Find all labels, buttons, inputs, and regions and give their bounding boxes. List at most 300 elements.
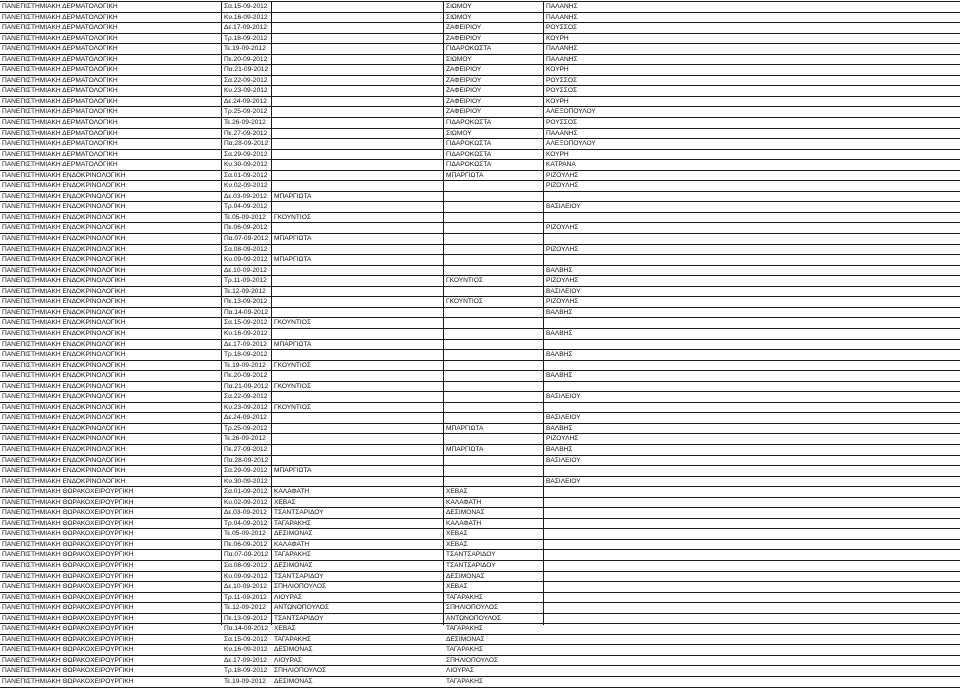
doctor-c-cell bbox=[544, 645, 644, 655]
clinic-cell: ΠΑΝΕΠΙΣΤΗΜΙΑΚΗ ΕΝΔΟΚΡΙΝΟΛΟΓΙΚΗ bbox=[2, 287, 126, 295]
table-row bbox=[0, 23, 960, 34]
doctor-c-cell bbox=[544, 624, 644, 634]
clinic-cell: ΠΑΝΕΠΙΣΤΗΜΙΑΚΗ ΘΩΡΑΚΟΧΕΙΡΟΥΡΓΙΚΗ bbox=[2, 488, 134, 496]
doctor-a-cell bbox=[272, 413, 444, 423]
doctor-a-cell bbox=[272, 276, 444, 286]
doctor-a-cell bbox=[272, 44, 444, 54]
doctor-c-cell bbox=[544, 572, 644, 582]
doctor-a-cell bbox=[272, 171, 444, 181]
table-row bbox=[0, 55, 960, 66]
doctor-a-cell bbox=[272, 287, 444, 297]
doctor-a-cell: ΤΣΑΝΤΣΑΡΙΔΟΥ bbox=[274, 572, 324, 580]
table-row bbox=[0, 572, 960, 583]
date-cell: Δε.17-09-2012 bbox=[224, 340, 267, 348]
doctor-b-cell: ΣΙΩΜΟΥ bbox=[446, 129, 472, 137]
doctor-a-cell: ΜΠΑΡΓΙΩΤΑ bbox=[274, 235, 312, 243]
date-cell: Κυ.09-09-2012 bbox=[224, 256, 268, 264]
clinic-cell: ΠΑΝΕΠΙΣΤΗΜΙΑΚΗ ΕΝΔΟΚΡΙΝΟΛΟΓΙΚΗ bbox=[2, 414, 126, 422]
doctor-b-cell: ΚΑΛΑΦΑΤΗ bbox=[446, 519, 482, 527]
doctor-b-cell bbox=[444, 456, 544, 466]
table-row bbox=[0, 540, 960, 551]
doctor-a-cell: ΑΝΤΩΝΟΠΟΥΛΟΣ bbox=[274, 604, 329, 612]
date-cell: Κυ.23-09-2012 bbox=[224, 87, 268, 95]
table-row bbox=[0, 424, 960, 435]
date-cell: Σα.15-09-2012 bbox=[224, 635, 268, 643]
doctor-c-cell: ΡΙΖΟΥΛΗΣ bbox=[546, 171, 579, 179]
table-row bbox=[0, 266, 960, 277]
doctor-a-cell bbox=[272, 2, 444, 12]
clinic-cell: ΠΑΝΕΠΙΣΤΗΜΙΑΚΗ ΕΝΔΟΚΡΙΝΟΛΟΓΙΚΗ bbox=[2, 329, 126, 337]
doctor-b-cell: ΔΕΣΙΜΟΝΑΣ bbox=[446, 509, 485, 517]
date-cell: Πε.20-09-2012 bbox=[224, 372, 268, 380]
date-cell: Κυ.09-09-2012 bbox=[224, 572, 268, 580]
doctor-a-cell: ΤΑΓΑΡΑΚΗΣ bbox=[274, 635, 311, 643]
doctor-c-cell bbox=[544, 603, 644, 613]
clinic-cell: ΠΑΝΕΠΙΣΤΗΜΙΑΚΗ ΕΝΔΟΚΡΙΝΟΛΟΓΙΚΗ bbox=[2, 256, 126, 264]
doctor-c-cell: ΒΑΣΙΛΕΙΟΥ bbox=[546, 477, 581, 485]
doctor-b-cell: ΓΙΔΑΡΟΚΩΣΤΑ bbox=[446, 45, 492, 53]
clinic-cell: ΠΑΝΕΠΙΣΤΗΜΙΑΚΗ ΔΕΡΜΑΤΟΛΟΓΙΚΗ bbox=[2, 150, 118, 158]
clinic-cell: ΠΑΝΕΠΙΣΤΗΜΙΑΚΗ ΕΝΔΟΚΡΙΝΟΛΟΓΙΚΗ bbox=[2, 340, 126, 348]
table-row bbox=[0, 645, 960, 656]
doctor-b-cell: ΓΚΟΥΝΤΙΟΣ bbox=[446, 298, 483, 306]
date-cell: Τε.26-09-2012 bbox=[224, 119, 266, 127]
clinic-cell: ΠΑΝΕΠΙΣΤΗΜΙΑΚΗ ΔΕΡΜΑΤΟΛΟΓΙΚΗ bbox=[2, 119, 118, 127]
doctor-b-cell: ΖΑΦΕΙΡΙΟΥ bbox=[446, 66, 482, 74]
table-row bbox=[0, 508, 960, 519]
table-row bbox=[0, 118, 960, 129]
date-cell: Πα.21-09-2012 bbox=[224, 382, 269, 390]
clinic-cell: ΠΑΝΕΠΙΣΤΗΜΙΑΚΗ ΘΩΡΑΚΟΧΕΙΡΟΥΡΓΙΚΗ bbox=[2, 583, 134, 591]
doctor-c-cell: ΡΟΥΣΣΟΣ bbox=[546, 76, 578, 84]
doctor-c-cell: ΠΑΛΑΝΗΣ bbox=[546, 55, 578, 63]
clinic-cell: ΠΑΝΕΠΙΣΤΗΜΙΑΚΗ ΘΩΡΑΚΟΧΕΙΡΟΥΡΓΙΚΗ bbox=[2, 593, 134, 601]
doctor-a-cell bbox=[272, 34, 444, 44]
doctor-b-cell: ΧΕΒΑΣ bbox=[446, 488, 468, 496]
doctor-c-cell: ΒΑΣΙΛΕΙΟΥ bbox=[546, 393, 581, 401]
doctor-b-cell: ΧΕΒΑΣ bbox=[446, 583, 468, 591]
date-cell: Κυ.30-09-2012 bbox=[224, 477, 268, 485]
date-cell: Τρ.18-09-2012 bbox=[224, 34, 268, 42]
doctor-c-cell: ΒΑΛΒΗΣ bbox=[546, 445, 573, 453]
doctor-a-cell: ΧΕΒΑΣ bbox=[274, 498, 296, 506]
doctor-a-cell bbox=[272, 97, 444, 107]
clinic-cell: ΠΑΝΕΠΙΣΤΗΜΙΑΚΗ ΔΕΡΜΑΤΟΛΟΓΙΚΗ bbox=[2, 24, 118, 32]
doctor-b-cell bbox=[444, 255, 544, 265]
clinic-cell: ΠΑΝΕΠΙΣΤΗΜΙΑΚΗ ΘΩΡΑΚΟΧΕΙΡΟΥΡΓΙΚΗ bbox=[2, 604, 134, 612]
date-cell: Σα.01-09-2012 bbox=[224, 171, 268, 179]
doctor-b-cell: ΜΠΑΡΓΙΩΤΑ bbox=[446, 171, 484, 179]
date-cell: Πε.20-09-2012 bbox=[224, 55, 268, 63]
doctor-c-cell bbox=[544, 614, 644, 624]
table-row bbox=[0, 656, 960, 667]
doctor-a-cell: ΤΣΑΝΤΣΑΡΙΔΟΥ bbox=[274, 614, 324, 622]
clinic-cell: ΠΑΝΕΠΙΣΤΗΜΙΑΚΗ ΕΝΔΟΚΡΙΝΟΛΟΓΙΚΗ bbox=[2, 393, 126, 401]
clinic-cell: ΠΑΝΕΠΙΣΤΗΜΙΑΚΗ ΘΩΡΑΚΟΧΕΙΡΟΥΡΓΙΚΗ bbox=[2, 656, 134, 664]
doctor-a-cell bbox=[272, 477, 444, 487]
table-row bbox=[0, 382, 960, 393]
date-cell: Πα.14-09-2012 bbox=[224, 308, 269, 316]
table-row bbox=[0, 403, 960, 414]
date-cell: Τρ.18-09-2012 bbox=[224, 667, 268, 675]
doctor-b-cell bbox=[444, 361, 544, 371]
doctor-c-cell bbox=[544, 593, 644, 603]
table-row bbox=[0, 340, 960, 351]
doctor-b-cell: ΓΙΔΑΡΟΚΩΣΤΑ bbox=[446, 119, 492, 127]
doctor-a-cell: ΣΠΗΛΙΟΠΟΥΛΟΣ bbox=[274, 667, 327, 675]
clinic-cell: ΠΑΝΕΠΙΣΤΗΜΙΑΚΗ ΕΝΔΟΚΡΙΝΟΛΟΓΙΚΗ bbox=[2, 382, 126, 390]
date-cell: Τρ.11-09-2012 bbox=[224, 277, 267, 285]
doctor-a-cell bbox=[272, 297, 444, 307]
clinic-cell: ΠΑΝΕΠΙΣΤΗΜΙΑΚΗ ΘΩΡΑΚΟΧΕΙΡΟΥΡΓΙΚΗ bbox=[2, 540, 134, 548]
doctor-a-cell bbox=[272, 55, 444, 65]
doctor-c-cell: ΚΟΥΡΗ bbox=[546, 97, 569, 105]
clinic-cell: ΠΑΝΕΠΙΣΤΗΜΙΑΚΗ ΔΕΡΜΑΤΟΛΟΓΙΚΗ bbox=[2, 108, 118, 116]
doctor-c-cell: ΡΙΖΟΥΛΗΣ bbox=[546, 277, 579, 285]
doctor-c-cell bbox=[544, 508, 644, 518]
date-cell: Κυ.02-09-2012 bbox=[224, 498, 268, 506]
doctor-b-cell bbox=[444, 234, 544, 244]
doctor-c-cell: ΠΑΛΑΝΗΣ bbox=[546, 129, 578, 137]
doctor-c-cell bbox=[544, 318, 644, 328]
doctor-b-cell: ΛΙΟΥΡΑΣ bbox=[446, 667, 474, 675]
doctor-b-cell: ΓΙΔΑΡΟΚΩΣΤΑ bbox=[446, 140, 492, 148]
doctor-c-cell: ΑΛΕΞΟΠΟΥΛΟΥ bbox=[546, 140, 596, 148]
clinic-cell: ΠΑΝΕΠΙΣΤΗΜΙΑΚΗ ΔΕΡΜΑΤΟΛΟΓΙΚΗ bbox=[2, 140, 118, 148]
doctor-b-cell: ΜΠΑΡΓΙΩΤΑ bbox=[446, 445, 484, 453]
doctor-a-cell bbox=[272, 371, 444, 381]
doctor-c-cell bbox=[544, 519, 644, 529]
clinic-cell: ΠΑΝΕΠΙΣΤΗΜΙΑΚΗ ΔΕΡΜΑΤΟΛΟΓΙΚΗ bbox=[2, 129, 118, 137]
date-cell: Κυ.16-09-2012 bbox=[224, 13, 268, 21]
doctor-b-cell bbox=[444, 266, 544, 276]
clinic-cell: ΠΑΝΕΠΙΣΤΗΜΙΑΚΗ ΔΕΡΜΑΤΟΛΟΓΙΚΗ bbox=[2, 66, 118, 74]
doctor-c-cell bbox=[544, 255, 644, 265]
clinic-cell: ΠΑΝΕΠΙΣΤΗΜΙΑΚΗ ΔΕΡΜΑΤΟΛΟΓΙΚΗ bbox=[2, 13, 118, 21]
date-cell: Πε.06-09-2012 bbox=[224, 540, 268, 548]
date-cell: Κυ.16-09-2012 bbox=[224, 329, 268, 337]
doctor-a-cell bbox=[272, 129, 444, 139]
date-cell: Πε.27-09-2012 bbox=[224, 129, 268, 137]
table-row bbox=[0, 614, 960, 625]
table-row bbox=[0, 329, 960, 340]
doctor-b-cell: ΚΑΛΑΦΑΤΗ bbox=[446, 498, 482, 506]
doctor-c-cell bbox=[544, 487, 644, 497]
doctor-b-cell: ΤΣΑΝΤΣΑΡΙΔΟΥ bbox=[446, 551, 496, 559]
doctor-c-cell bbox=[544, 666, 644, 676]
table-row bbox=[0, 245, 960, 256]
table-row bbox=[0, 181, 960, 192]
doctor-b-cell: ΓΙΔΑΡΟΚΩΣΤΑ bbox=[446, 150, 492, 158]
table-row bbox=[0, 86, 960, 97]
date-cell: Σα.29-09-2012 bbox=[224, 467, 268, 475]
doctor-c-cell bbox=[544, 340, 644, 350]
column-divider bbox=[443, 1, 444, 625]
table-row bbox=[0, 308, 960, 319]
clinic-cell: ΠΑΝΕΠΙΣΤΗΜΙΑΚΗ ΘΩΡΑΚΟΧΕΙΡΟΥΡΓΙΚΗ bbox=[2, 561, 134, 569]
clinic-cell: ΠΑΝΕΠΙΣΤΗΜΙΑΚΗ ΕΝΔΟΚΡΙΝΟΛΟΓΙΚΗ bbox=[2, 467, 126, 475]
date-cell: Δε.10-09-2012 bbox=[224, 583, 267, 591]
doctor-a-cell: ΤΣΑΝΤΣΑΡΙΔΟΥ bbox=[274, 509, 324, 517]
date-cell: Κυ.23-09-2012 bbox=[224, 403, 268, 411]
date-cell: Τρ.25-09-2012 bbox=[224, 424, 268, 432]
date-cell: Δε.17-09-2012 bbox=[224, 24, 267, 32]
doctor-c-cell: ΒΑΣΙΛΕΙΟΥ bbox=[546, 414, 581, 422]
doctor-b-cell bbox=[444, 350, 544, 360]
doctor-a-cell: ΔΕΣΙΜΟΝΑΣ bbox=[274, 561, 313, 569]
doctor-b-cell: ΣΙΩΜΟΥ bbox=[446, 3, 472, 10]
clinic-cell: ΠΑΝΕΠΙΣΤΗΜΙΑΚΗ ΕΝΔΟΚΡΙΝΟΛΟΓΙΚΗ bbox=[2, 171, 126, 179]
clinic-cell: ΠΑΝΕΠΙΣΤΗΜΙΑΚΗ ΕΝΔΟΚΡΙΝΟΛΟΓΙΚΗ bbox=[2, 403, 126, 411]
doctor-c-cell: ΒΑΛΒΗΣ bbox=[546, 351, 573, 359]
date-cell: Τρ.25-09-2012 bbox=[224, 108, 268, 116]
doctor-a-cell bbox=[272, 424, 444, 434]
clinic-cell: ΠΑΝΕΠΙΣΤΗΜΙΑΚΗ ΕΝΔΟΚΡΙΝΟΛΟΓΙΚΗ bbox=[2, 277, 126, 285]
doctor-b-cell bbox=[444, 403, 544, 413]
table-row bbox=[0, 97, 960, 108]
doctor-b-cell: ΣΙΩΜΟΥ bbox=[446, 13, 472, 21]
doctor-a-cell bbox=[272, 150, 444, 160]
doctor-a-cell: ΛΙΟΥΡΑΣ bbox=[274, 593, 302, 601]
doctor-b-cell bbox=[444, 477, 544, 487]
date-cell: Τρ.18-09-2012 bbox=[224, 351, 268, 359]
doctor-b-cell: ΑΝΤΩΝΟΠΟΥΛΟΣ bbox=[446, 614, 501, 622]
table-row bbox=[0, 202, 960, 213]
doctor-c-cell: ΒΑΛΒΗΣ bbox=[546, 329, 573, 337]
date-cell: Πα.07-09-2012 bbox=[224, 551, 269, 559]
doctor-b-cell: ΧΕΒΑΣ bbox=[446, 530, 468, 538]
date-cell: Κυ.02-09-2012 bbox=[224, 182, 268, 190]
doctor-c-cell bbox=[544, 234, 644, 244]
doctor-b-cell: ΧΕΒΑΣ bbox=[446, 540, 468, 548]
doctor-b-cell bbox=[444, 202, 544, 212]
date-cell: Σα.15-09-2012 bbox=[224, 319, 268, 327]
date-cell: Κυ.16-09-2012 bbox=[224, 646, 268, 654]
table-row bbox=[0, 76, 960, 87]
doctor-b-cell: ΔΕΣΙΜΟΝΑΣ bbox=[446, 635, 485, 643]
doctor-c-cell: ΑΛΕΞΟΠΟΥΛΟΥ bbox=[546, 108, 596, 116]
table-row bbox=[0, 139, 960, 150]
table-row bbox=[0, 361, 960, 372]
doctor-b-cell: ΤΑΓΑΡΑΚΗΣ bbox=[446, 646, 483, 654]
clinic-cell: ΠΑΝΕΠΙΣΤΗΜΙΑΚΗ ΕΝΔΟΚΡΙΝΟΛΟΓΙΚΗ bbox=[2, 192, 126, 200]
doctor-a-cell bbox=[272, 86, 444, 96]
date-cell: Τε.05-09-2012 bbox=[224, 530, 266, 538]
doctor-b-cell: ΣΙΩΜΟΥ bbox=[446, 55, 472, 63]
clinic-cell: ΠΑΝΕΠΙΣΤΗΜΙΑΚΗ ΔΕΡΜΑΤΟΛΟΓΙΚΗ bbox=[2, 76, 118, 84]
date-cell: Δε.03-09-2012 bbox=[224, 192, 267, 200]
doctor-b-cell bbox=[444, 245, 544, 255]
doctor-b-cell bbox=[444, 181, 544, 191]
date-cell: Τρ.11-09-2012 bbox=[224, 593, 267, 601]
table-row bbox=[0, 561, 960, 572]
date-cell: Κυ.30-09-2012 bbox=[224, 161, 268, 169]
doctor-a-cell bbox=[272, 434, 444, 444]
clinic-cell: ΠΑΝΕΠΙΣΤΗΜΙΑΚΗ ΕΝΔΟΚΡΙΝΟΛΟΓΙΚΗ bbox=[2, 203, 126, 211]
clinic-cell: ΠΑΝΕΠΙΣΤΗΜΙΑΚΗ ΕΝΔΟΚΡΙΝΟΛΟΓΙΚΗ bbox=[2, 245, 126, 253]
clinic-cell: ΠΑΝΕΠΙΣΤΗΜΙΑΚΗ ΘΩΡΑΚΟΧΕΙΡΟΥΡΓΙΚΗ bbox=[2, 572, 134, 580]
date-cell: Τε.12-09-2012 bbox=[224, 604, 266, 612]
doctor-a-cell bbox=[272, 76, 444, 86]
clinic-cell: ΠΑΝΕΠΙΣΤΗΜΙΑΚΗ ΘΩΡΑΚΟΧΕΙΡΟΥΡΓΙΚΗ bbox=[2, 646, 134, 654]
clinic-cell: ΠΑΝΕΠΙΣΤΗΜΙΑΚΗ ΕΝΔΟΚΡΙΝΟΛΟΓΙΚΗ bbox=[2, 213, 126, 221]
clinic-cell: ΠΑΝΕΠΙΣΤΗΜΙΑΚΗ ΔΕΡΜΑΤΟΛΟΓΙΚΗ bbox=[2, 45, 118, 53]
table-row bbox=[0, 593, 960, 604]
clinic-cell: ΠΑΝΕΠΙΣΤΗΜΙΑΚΗ ΘΩΡΑΚΟΧΕΙΡΟΥΡΓΙΚΗ bbox=[2, 678, 134, 685]
doctor-a-cell: ΚΑΛΑΦΑΤΗ bbox=[274, 488, 310, 496]
doctor-b-cell: ΜΠΑΡΓΙΩΤΑ bbox=[446, 424, 484, 432]
clinic-cell: ΠΑΝΕΠΙΣΤΗΜΙΑΚΗ ΕΝΔΟΚΡΙΝΟΛΟΓΙΚΗ bbox=[2, 308, 126, 316]
doctor-c-cell: ΠΑΛΑΝΗΣ bbox=[546, 45, 578, 53]
table-row bbox=[0, 582, 960, 593]
clinic-cell: ΠΑΝΕΠΙΣΤΗΜΙΑΚΗ ΘΩΡΑΚΟΧΕΙΡΟΥΡΓΙΚΗ bbox=[2, 509, 134, 517]
doctor-c-cell: ΒΑΣΙΛΕΙΟΥ bbox=[546, 203, 581, 211]
doctor-c-cell bbox=[544, 582, 644, 592]
table-row bbox=[0, 44, 960, 55]
doctor-b-cell: ΓΚΟΥΝΤΙΟΣ bbox=[446, 277, 483, 285]
date-cell: Πα.07-09-2012 bbox=[224, 235, 269, 243]
clinic-cell: ΠΑΝΕΠΙΣΤΗΜΙΑΚΗ ΕΝΔΟΚΡΙΝΟΛΟΓΙΚΗ bbox=[2, 372, 126, 380]
doctor-a-cell: ΧΕΒΑΣ bbox=[274, 625, 296, 633]
table-row bbox=[0, 519, 960, 530]
clinic-cell: ΠΑΝΕΠΙΣΤΗΜΙΑΚΗ ΘΩΡΑΚΟΧΕΙΡΟΥΡΓΙΚΗ bbox=[2, 530, 134, 538]
column-divider bbox=[271, 1, 272, 625]
doctor-a-cell: ΤΑΓΑΡΑΚΗΣ bbox=[274, 551, 311, 559]
clinic-cell: ΠΑΝΕΠΙΣΤΗΜΙΑΚΗ ΕΝΔΟΚΡΙΝΟΛΟΓΙΚΗ bbox=[2, 266, 126, 274]
table-row bbox=[0, 13, 960, 24]
clinic-cell: ΠΑΝΕΠΙΣΤΗΜΙΑΚΗ ΕΝΔΟΚΡΙΝΟΛΟΓΙΚΗ bbox=[2, 298, 126, 306]
doctor-a-cell: ΚΑΛΑΦΑΤΗ bbox=[274, 540, 310, 548]
doctor-b-cell: ΖΑΦΕΙΡΙΟΥ bbox=[446, 97, 482, 105]
date-cell: Τε.05-09-2012 bbox=[224, 213, 266, 221]
doctor-b-cell bbox=[444, 434, 544, 444]
doctor-c-cell: ΒΑΛΒΗΣ bbox=[546, 266, 573, 274]
doctor-a-cell: ΜΠΑΡΓΙΩΤΑ bbox=[274, 256, 312, 264]
table-row bbox=[0, 160, 960, 171]
doctor-b-cell: ΔΕΣΙΜΟΝΑΣ bbox=[446, 572, 485, 580]
table-row bbox=[0, 276, 960, 287]
doctor-a-cell bbox=[272, 139, 444, 149]
date-cell: Σα.15-09-2012 bbox=[224, 3, 268, 10]
date-cell: Τε.12-09-2012 bbox=[224, 287, 266, 295]
doctor-b-cell: ΤΣΑΝΤΣΑΡΙΔΟΥ bbox=[446, 561, 496, 569]
table-row bbox=[0, 150, 960, 161]
doctor-a-cell bbox=[272, 23, 444, 33]
clinic-cell: ΠΑΝΕΠΙΣΤΗΜΙΑΚΗ ΘΩΡΑΚΟΧΕΙΡΟΥΡΓΙΚΗ bbox=[2, 667, 134, 675]
doctor-a-cell: ΓΚΟΥΝΤΙΟΣ bbox=[274, 361, 311, 369]
date-cell: Δε.10-09-2012 bbox=[224, 266, 267, 274]
table-row bbox=[0, 171, 960, 182]
table-row bbox=[0, 603, 960, 614]
doctor-a-cell: ΓΚΟΥΝΤΙΟΣ bbox=[274, 213, 311, 221]
doctor-c-cell bbox=[544, 561, 644, 571]
table-row bbox=[0, 666, 960, 677]
clinic-cell: ΠΑΝΕΠΙΣΤΗΜΙΑΚΗ ΘΩΡΑΚΟΧΕΙΡΟΥΡΓΙΚΗ bbox=[2, 614, 134, 622]
table-row bbox=[0, 129, 960, 140]
doctor-c-cell bbox=[544, 361, 644, 371]
doctor-b-cell bbox=[444, 382, 544, 392]
clinic-cell: ΠΑΝΕΠΙΣΤΗΜΙΑΚΗ ΕΝΔΟΚΡΙΝΟΛΟΓΙΚΗ bbox=[2, 224, 126, 232]
doctor-c-cell bbox=[544, 529, 644, 539]
clinic-cell: ΠΑΝΕΠΙΣΤΗΜΙΑΚΗ ΔΕΡΜΑΤΟΛΟΓΙΚΗ bbox=[2, 97, 118, 105]
doctor-b-cell bbox=[444, 392, 544, 402]
doctor-c-cell: ΒΑΛΒΗΣ bbox=[546, 308, 573, 316]
date-cell: Τε.19-09-2012 bbox=[224, 45, 266, 53]
table-row bbox=[0, 234, 960, 245]
clinic-cell: ΠΑΝΕΠΙΣΤΗΜΙΑΚΗ ΕΝΔΟΚΡΙΝΟΛΟΓΙΚΗ bbox=[2, 424, 126, 432]
table-row bbox=[0, 498, 960, 509]
date-cell: Πα.28-09-2012 bbox=[224, 140, 269, 148]
table-row bbox=[0, 1, 960, 13]
doctor-a-cell bbox=[272, 118, 444, 128]
doctor-b-cell: ΤΑΓΑΡΑΚΗΣ bbox=[446, 593, 483, 601]
date-cell: Σα.22-09-2012 bbox=[224, 393, 268, 401]
doctor-a-cell bbox=[272, 245, 444, 255]
table-row bbox=[0, 192, 960, 203]
doctor-b-cell bbox=[444, 308, 544, 318]
table-row bbox=[0, 107, 960, 118]
clinic-cell: ΠΑΝΕΠΙΣΤΗΜΙΑΚΗ ΔΕΡΜΑΤΟΛΟΓΙΚΗ bbox=[2, 3, 118, 10]
doctor-a-cell bbox=[272, 445, 444, 455]
doctor-c-cell bbox=[544, 635, 644, 645]
date-cell: Σα.01-09-2012 bbox=[224, 488, 268, 496]
table-row bbox=[0, 34, 960, 45]
doctor-c-cell bbox=[544, 192, 644, 202]
table-row bbox=[0, 392, 960, 403]
doctor-b-cell: ΖΑΦΕΙΡΙΟΥ bbox=[446, 24, 482, 32]
doctor-a-cell bbox=[272, 329, 444, 339]
doctor-a-cell: ΔΕΣΙΜΟΝΑΣ bbox=[274, 678, 313, 685]
doctor-c-cell: ΡΙΖΟΥΛΗΣ bbox=[546, 224, 579, 232]
clinic-cell: ΠΑΝΕΠΙΣΤΗΜΙΑΚΗ ΘΩΡΑΚΟΧΕΙΡΟΥΡΓΙΚΗ bbox=[2, 635, 134, 643]
clinic-cell: ΠΑΝΕΠΙΣΤΗΜΙΑΚΗ ΕΝΔΟΚΡΙΝΟΛΟΓΙΚΗ bbox=[2, 456, 126, 464]
doctor-a-cell bbox=[272, 107, 444, 117]
doctor-a-cell bbox=[272, 65, 444, 75]
doctor-a-cell bbox=[272, 13, 444, 23]
doctor-a-cell bbox=[272, 350, 444, 360]
table-row bbox=[0, 550, 960, 561]
doctor-b-cell: ΤΑΓΑΡΑΚΗΣ bbox=[446, 625, 483, 633]
doctor-c-cell bbox=[544, 540, 644, 550]
table-row bbox=[0, 445, 960, 456]
doctor-b-cell bbox=[444, 340, 544, 350]
table-row bbox=[0, 350, 960, 361]
doctor-a-cell bbox=[272, 308, 444, 318]
doctor-c-cell: ΒΑΛΒΗΣ bbox=[546, 424, 573, 432]
doctor-a-cell: ΓΚΟΥΝΤΙΟΣ bbox=[274, 403, 311, 411]
table-row bbox=[0, 434, 960, 445]
doctor-b-cell bbox=[444, 371, 544, 381]
table-row bbox=[0, 65, 960, 76]
date-cell: Πε.06-09-2012 bbox=[224, 224, 268, 232]
date-cell: Σα.08-09-2012 bbox=[224, 245, 268, 253]
doctor-c-cell: ΒΑΣΙΛΕΙΟΥ bbox=[546, 287, 581, 295]
doctor-a-cell: ΜΠΑΡΓΙΩΤΑ bbox=[274, 467, 312, 475]
doctor-b-cell: ΖΑΦΕΙΡΙΟΥ bbox=[446, 34, 482, 42]
date-cell: Πε.27-09-2012 bbox=[224, 445, 268, 453]
clinic-cell: ΠΑΝΕΠΙΣΤΗΜΙΑΚΗ ΕΝΔΟΚΡΙΝΟΛΟΓΙΚΗ bbox=[2, 477, 126, 485]
doctor-c-cell bbox=[544, 656, 644, 666]
table-row bbox=[0, 255, 960, 266]
table-row bbox=[0, 624, 960, 635]
doctor-a-cell: ΓΚΟΥΝΤΙΟΣ bbox=[274, 319, 311, 327]
doctor-c-cell: ΒΑΛΒΗΣ bbox=[546, 372, 573, 380]
table-row bbox=[0, 297, 960, 308]
doctor-c-cell: ΡΟΥΣΣΟΣ bbox=[546, 24, 578, 32]
date-cell: Τε.19-09-2012 bbox=[224, 678, 266, 685]
date-cell: Τρ.04-09-2012 bbox=[224, 203, 268, 211]
doctor-b-cell bbox=[444, 413, 544, 423]
